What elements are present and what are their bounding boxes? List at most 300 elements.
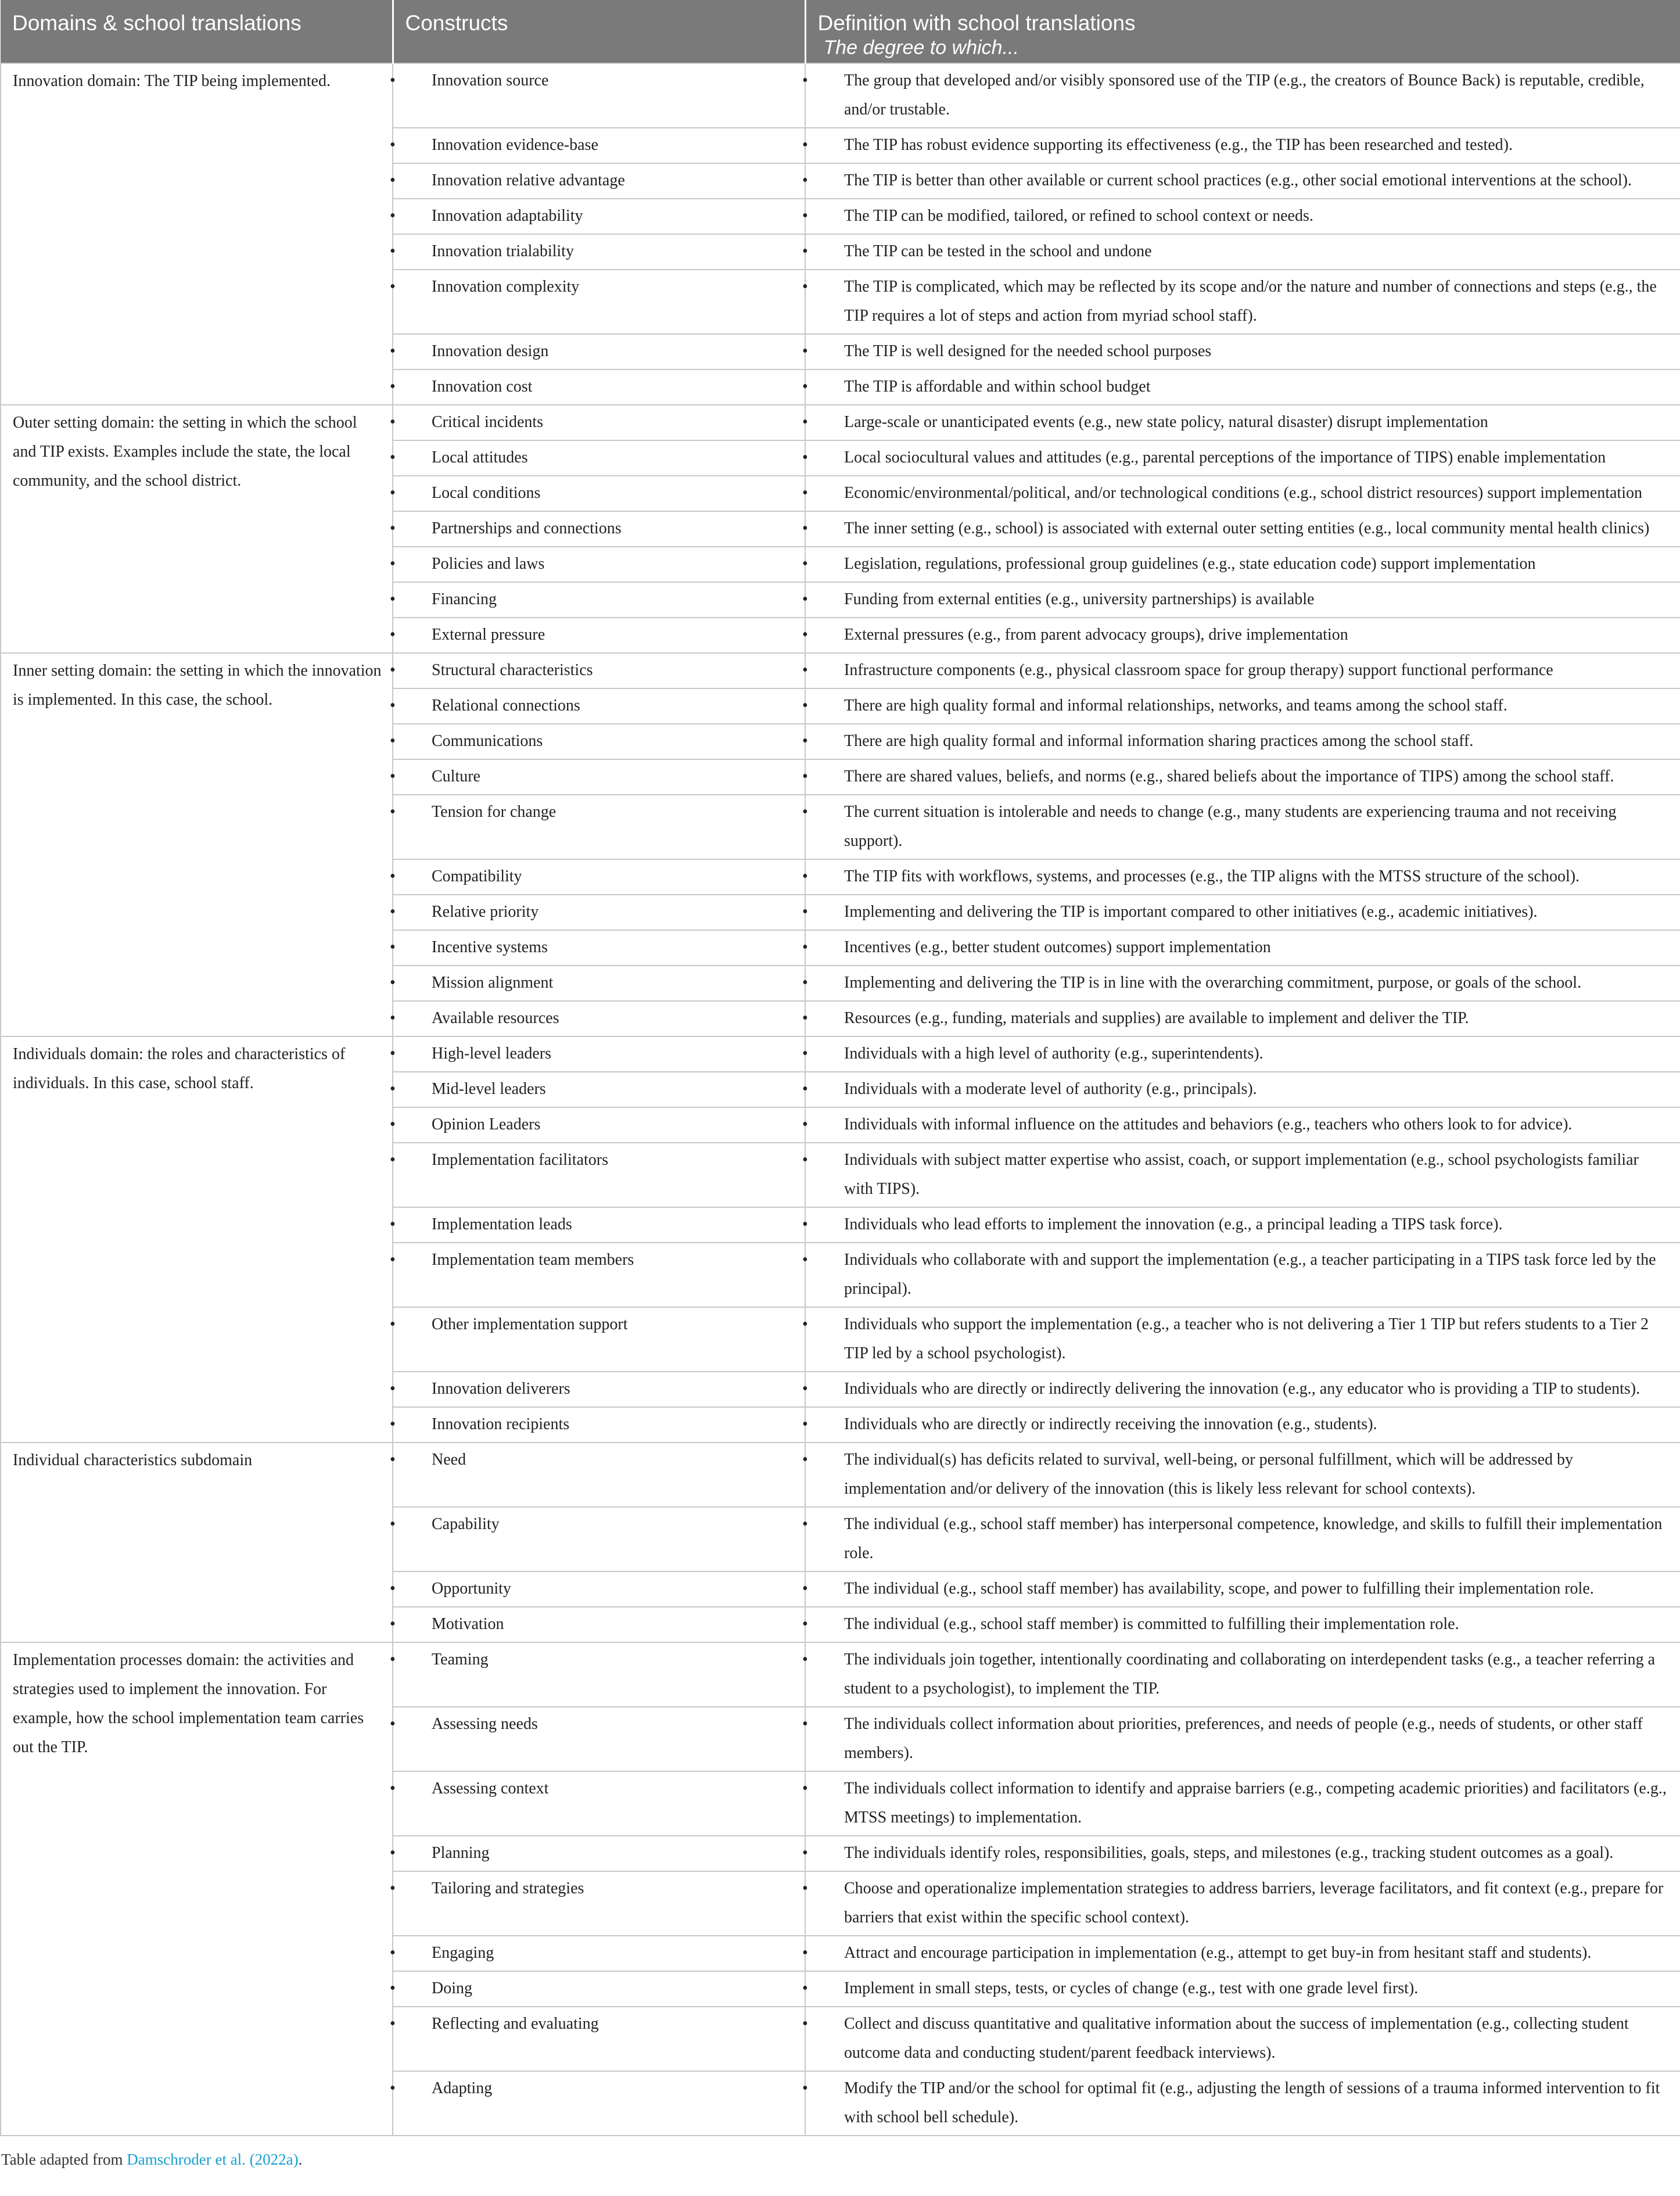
definition-text: The current situation is intolerable and needs to change (e.g., many students are experiencing trauma and not receiving support). [844,803,1617,850]
definition-cell [802,1507,1680,1571]
bullet-icon: • [802,1251,808,1269]
definition-cell [802,1001,1680,1036]
definition-cell [802,795,1680,859]
definition-cell [802,895,1680,930]
bullet-icon: • [390,1415,396,1433]
definition-cell [802,1143,1680,1207]
bullet-icon: • [390,590,396,608]
domain-cell: Individuals domain: the roles and characteristics of individuals. In this case, school staff. [1,1036,393,1443]
construct-label: Innovation design [432,342,549,360]
construct-item [390,166,794,195]
definition-text: Individuals who lead efforts to implement the innovation (e.g., a principal leading a TIPS task force). [844,1215,1503,1233]
bullet-icon: • [390,71,396,89]
bullet-icon: • [390,448,396,467]
bullet-icon: • [390,207,396,225]
bullet-icon: • [390,626,396,644]
header-definition-title: Definition with school translations [817,11,1136,35]
definition-cell [802,618,1680,653]
construct-label: Planning [432,1844,490,1862]
bullet-icon: • [802,242,808,260]
construct-cell [390,1971,805,2007]
bullet-icon: • [390,938,396,956]
definition-cell [802,966,1680,1001]
bullet-icon: • [802,1779,808,1797]
definition-text: The inner setting (e.g., school) is associated with external outer setting entities (e.g., local community mental health clinics) [844,519,1650,537]
definition-item [802,1004,1670,1033]
definition-item [802,1110,1670,1139]
construct-item [390,585,794,614]
construct-label: Local attitudes [432,448,528,467]
definition-item [802,1445,1670,1504]
bullet-icon: • [802,626,808,644]
bullet-icon: • [802,1380,808,1398]
definition-item [802,620,1670,650]
definition-cell [802,1107,1680,1143]
construct-cell [390,966,805,1001]
definition-text: Individuals with informal influence on the attitudes and behaviors (e.g., teachers who others look to for advice). [844,1115,1573,1133]
definition-item [802,656,1670,685]
definition-cell [802,724,1680,759]
definition-text: Individuals with a moderate level of authority (e.g., principals). [844,1080,1257,1098]
construct-item [390,1574,794,1603]
definition-cell [802,1443,1680,1507]
bullet-icon: • [390,555,396,573]
definition-cell [802,582,1680,618]
definition-text: The individual (e.g., school staff member) has interpersonal competence, knowledge, and skills to fulfill their implementation role. [844,1515,1663,1562]
footnote-citation-link[interactable]: Damschroder et al. (2022a) [127,2151,299,2168]
bullet-icon: • [390,1045,396,1063]
definition-text: The individual(s) has deficits related to survival, well-being, or personal fulfillment, which will be addressed by implementation and/or delivery of the innovation (this is likely less relevant for school contexts). [844,1451,1573,1498]
construct-item [390,514,794,543]
definition-text: Economic/environmental/political, and/or technological conditions (e.g., school district resources) support implementation [844,484,1642,502]
construct-label: Tension for change [432,803,557,821]
bullet-icon: • [802,207,808,225]
definition-text: The TIP fits with workflows, systems, and processes (e.g., the TIP aligns with the MTSS structure of the school). [844,867,1580,885]
definition-item [802,1075,1670,1104]
bullet-icon: • [802,1580,808,1598]
definition-item [802,898,1670,927]
definition-item [802,408,1670,437]
bullet-icon: • [390,732,396,750]
construct-cell [390,895,805,930]
footnote-prefix: Table adapted from [1,2151,127,2168]
definition-text: There are shared values, beliefs, and norms (e.g., shared beliefs about the importance of TIPS) among the school staff. [844,767,1614,785]
construct-cell [390,1707,805,1771]
definition-text: Collect and discuss quantitative and qualitative information about the success of implementation (e.g., collecting student outcome data and conducting student/parent feedback interviews). [844,2015,1629,2062]
bullet-icon: • [390,803,396,821]
bullet-icon: • [802,697,808,715]
definition-cell [802,334,1680,369]
bullet-icon: • [390,1080,396,1098]
construct-cell [390,369,805,405]
construct-label: Opportunity [432,1580,511,1598]
definition-item [802,479,1670,508]
bullet-icon: • [390,1779,396,1797]
bullet-icon: • [802,1879,808,1897]
bullet-icon: • [802,171,808,189]
construct-label: Implementation team members [432,1251,634,1269]
construct-item [390,691,794,720]
definition-cell [802,1072,1680,1107]
bullet-icon: • [390,661,396,679]
bullet-icon: • [390,278,396,296]
definition-item [802,968,1670,997]
construct-item [390,1510,794,1539]
table-footnote [0,2136,1680,2171]
construct-label: Policies and laws [432,555,545,573]
construct-item [390,727,794,756]
construct-cell [390,2007,805,2071]
bullet-icon: • [390,1515,396,1533]
construct-label: Innovation recipients [432,1415,570,1433]
definition-item [802,1574,1670,1603]
definition-item [802,1246,1670,1304]
construct-cell [390,1143,805,1207]
definition-cell [802,1707,1680,1771]
definition-cell [802,163,1680,199]
construct-cell [390,1036,805,1072]
construct-label: Implementation facilitators [432,1151,609,1169]
definition-cell [802,2007,1680,2071]
bullet-icon: • [802,1115,808,1133]
definition-cell [802,440,1680,476]
bullet-icon: • [802,1009,808,1027]
domain-cell: Individual characteristics subdomain [1,1443,393,1642]
bullet-icon: • [390,378,396,396]
bullet-icon: • [390,1009,396,1027]
definition-item [802,1874,1670,1932]
header-domains: Domains & school translations [1,0,393,63]
definition-text: The individuals join together, intentionally coordinating and collaborating on interdependent tasks (e.g., a teacher referring a student to a psychologist), to implement the TIP. [844,1650,1656,1698]
construct-label: Engaging [432,1944,494,1962]
definition-cell [802,476,1680,511]
construct-label: Other implementation support [432,1315,628,1333]
definition-item [802,131,1670,160]
definition-item [802,550,1670,579]
bullet-icon: • [802,413,808,431]
bullet-icon: • [802,342,808,360]
bullet-icon: • [390,767,396,785]
construct-label: Innovation adaptability [432,207,583,225]
construct-item [390,1110,794,1139]
definition-text: Incentives (e.g., better student outcomes) support implementation [844,938,1271,956]
construct-label: Need [432,1451,466,1469]
definition-item [802,166,1670,195]
definition-text: The TIP is better than other available or current school practices (e.g., other social emotional interventions at the school). [844,171,1632,189]
construct-label: Innovation trialability [432,242,574,260]
definition-text: Individuals who collaborate with and support the implementation (e.g., a teacher participating in a TIPS task force led by the principal). [844,1251,1656,1298]
bullet-icon: • [802,1215,808,1233]
bullet-icon: • [802,1415,808,1433]
bullet-icon: • [390,697,396,715]
construct-item [390,1210,794,1239]
definition-cell [802,1836,1680,1871]
construct-cell [390,1072,805,1107]
construct-item [390,898,794,927]
table-row [1,1443,1680,1507]
bullet-icon: • [390,1115,396,1133]
construct-cell [390,128,805,163]
construct-label: External pressure [432,626,545,644]
bullet-icon: • [802,1315,808,1333]
construct-item [390,2074,794,2103]
construct-cell [390,1571,805,1607]
definition-text: The TIP is affordable and within school budget [844,378,1151,396]
construct-cell [390,1407,805,1443]
construct-item [390,656,794,685]
definition-text: The individuals collect information to identify and appraise barriers (e.g., competing academic priorities) and facilitators (e.g., MTSS meetings) to implementation. [844,1779,1667,1827]
definition-cell [802,1642,1680,1707]
definition-cell [802,1243,1680,1307]
construct-label: Communications [432,732,543,750]
construct-label: Critical incidents [432,413,544,431]
construct-cell [390,1871,805,1936]
construct-label: Innovation complexity [432,278,580,296]
table-row [1,1642,1680,1707]
definition-item [802,1039,1670,1068]
construct-cell [390,1936,805,1971]
definition-cell [802,199,1680,234]
definition-text: Implementing and delivering the TIP is in line with the overarching commitment, purpose, or goals of the school. [844,974,1582,992]
table-row [1,1036,1680,1072]
construct-cell [390,930,805,966]
construct-cell [390,618,805,653]
construct-item [390,66,794,95]
construct-cell [390,2071,805,2136]
bullet-icon: • [390,413,396,431]
construct-label: Doing [432,1979,472,1997]
bullet-icon: • [390,519,396,537]
construct-item [390,372,794,401]
definition-item [802,762,1670,791]
construct-label: Innovation cost [432,378,533,396]
construct-cell [390,1001,805,1036]
construct-item [390,968,794,997]
definition-cell [802,1571,1680,1607]
definition-text: Implementing and delivering the TIP is important compared to other initiatives (e.g., academic initiatives). [844,903,1538,921]
bullet-icon: • [390,342,396,360]
definition-item [802,1774,1670,1832]
table-body [1,63,1680,2136]
construct-label: Innovation deliverers [432,1380,570,1398]
bullet-icon: • [390,1844,396,1862]
bullet-icon: • [802,136,808,154]
definition-cell [802,511,1680,547]
definition-text: There are high quality formal and informal relationships, networks, and teams among the school staff. [844,697,1507,715]
construct-cell [390,1771,805,1836]
construct-item [390,1039,794,1068]
definition-text: Individuals with subject matter expertise who assist, coach, or support implementation (e.g., school psychologists familiar with TIPS). [844,1151,1639,1198]
definition-cell [802,2071,1680,2136]
construct-label: Opinion Leaders [432,1115,541,1133]
definition-item [802,1645,1670,1703]
bullet-icon: • [802,278,808,296]
definition-text: Legislation, regulations, professional group guidelines (e.g., state education code) support implementation [844,555,1536,573]
bullet-icon: • [802,1615,808,1633]
bullet-icon: • [390,1979,396,1997]
definition-item [802,1310,1670,1368]
definition-item [802,514,1670,543]
construct-item [390,1004,794,1033]
construct-cell [390,1107,805,1143]
bullet-icon: • [390,2015,396,2033]
construct-label: Local conditions [432,484,541,502]
table-row [1,653,1680,688]
header-row [1,0,1680,63]
bullet-icon: • [390,171,396,189]
definition-text: The TIP is complicated, which may be reflected by its scope and/or the nature and number of connections and steps (e.g., the TIP requires a lot of steps and action from myriad school staff). [844,278,1657,325]
bullet-icon: • [390,1715,396,1733]
bullet-icon: • [390,2079,396,2097]
construct-item [390,1774,794,1803]
bullet-icon: • [390,974,396,992]
definition-cell [802,128,1680,163]
bullet-icon: • [390,484,396,502]
definition-cell [802,759,1680,795]
bullet-icon: • [802,903,808,921]
construct-cell [390,582,805,618]
construct-item [390,862,794,891]
construct-label: Mission alignment [432,974,554,992]
construct-item [390,131,794,160]
construct-item [390,1710,794,1739]
definition-cell [802,688,1680,724]
construct-item [390,202,794,231]
construct-cell [390,653,805,688]
construct-cell [390,1307,805,1372]
construct-item [390,762,794,791]
construct-item [390,1839,794,1868]
bullet-icon: • [802,1451,808,1469]
definition-cell [802,859,1680,895]
construct-item [390,1445,794,1474]
definition-item [802,727,1670,756]
bullet-icon: • [390,1380,396,1398]
construct-label: Partnerships and connections [432,519,622,537]
definition-cell [802,547,1680,582]
bullet-icon: • [802,1944,808,1962]
table-row [1,63,1680,128]
construct-cell [390,163,805,199]
definition-text: Individuals who are directly or indirectly receiving the innovation (e.g., students). [844,1415,1377,1433]
construct-item [390,1075,794,1104]
construct-cell [390,1443,805,1507]
header-definition [805,0,1680,63]
construct-label: Reflecting and evaluating [432,2015,599,2033]
definition-item [802,1375,1670,1404]
construct-label: Financing [432,590,497,608]
bullet-icon: • [802,484,808,502]
construct-label: Relational connections [432,697,580,715]
definition-item [802,2074,1670,2132]
definition-cell [802,1607,1680,1642]
definition-item [802,798,1670,856]
construct-cell [390,63,805,128]
definition-item [802,862,1670,891]
definition-item [802,237,1670,266]
definition-text: Choose and operationalize implementation strategies to address barriers, leverage facilitators, and fit context (e.g., prepare for barriers that exist within the specific school context). [844,1879,1664,1926]
construct-item [390,1310,794,1339]
definition-item [802,272,1670,331]
construct-cell [390,688,805,724]
construct-item [390,1146,794,1175]
construct-label: Assessing context [432,1779,549,1797]
construct-cell [390,724,805,759]
bullet-icon: • [390,1251,396,1269]
definition-text: There are high quality formal and informal information sharing practices among the school staff. [844,732,1474,750]
construct-item [390,443,794,472]
construct-cell [390,476,805,511]
definition-item [802,691,1670,720]
construct-cell [390,1836,805,1871]
construct-label: Innovation evidence-base [432,136,598,154]
bullet-icon: • [802,2015,808,2033]
definition-text: Individuals with a high level of authority (e.g., superintendents). [844,1045,1263,1063]
bullet-icon: • [802,661,808,679]
bullet-icon: • [390,903,396,921]
definition-text: The group that developed and/or visibly sponsored use of the TIP (e.g., the creators of Bounce Back) is reputable, credible, and/or trustable. [844,71,1645,119]
definition-cell [802,1936,1680,1971]
bullet-icon: • [802,1979,808,1997]
construct-item [390,933,794,962]
construct-item [390,550,794,579]
bullet-icon: • [390,1879,396,1897]
bullet-icon: • [802,555,808,573]
construct-label: Compatibility [432,867,522,885]
definition-cell [802,270,1680,334]
bullet-icon: • [802,938,808,956]
definition-item [802,443,1670,472]
bullet-icon: • [802,1650,808,1668]
definition-item [802,1839,1670,1868]
definition-text: The TIP can be modified, tailored, or refined to school context or needs. [844,207,1313,225]
definition-item [802,1210,1670,1239]
construct-cell [390,1207,805,1243]
bullet-icon: • [802,1715,808,1733]
bullet-icon: • [802,732,808,750]
definition-text: Individuals who support the implementation (e.g., a teacher who is not delivering a Tier 1 TIP but refers students to a Tier 2 TIP led by a school psychologist). [844,1315,1649,1362]
definition-cell [802,1407,1680,1443]
bullet-icon: • [802,2079,808,2097]
definition-item [802,372,1670,401]
construct-cell [390,1642,805,1707]
construct-item [390,1246,794,1275]
definition-cell [802,369,1680,405]
definition-text: The individuals identify roles, responsibilities, goals, steps, and milestones (e.g., tracking student outcomes as a goal). [844,1844,1614,1862]
bullet-icon: • [390,136,396,154]
definition-item [802,585,1670,614]
construct-cell [390,1372,805,1407]
definition-item [802,1610,1670,1639]
construct-item [390,408,794,437]
bullet-icon: • [390,1315,396,1333]
construct-label: Innovation source [432,71,549,89]
domain-cell: Inner setting domain: the setting in which the innovation is implemented. In this case, the school. [1,653,393,1036]
bullet-icon: • [390,1215,396,1233]
construct-label: Assessing needs [432,1715,538,1733]
construct-label: Relative priority [432,903,539,921]
definition-cell [802,234,1680,270]
bullet-icon: • [802,867,808,885]
header-constructs: Constructs [393,0,805,63]
definition-text: Attract and encourage participation in implementation (e.g., attempt to get buy-in from hesitant staff and students). [844,1944,1592,1962]
construct-cell [390,270,805,334]
construct-item [390,798,794,827]
bullet-icon: • [802,767,808,785]
definition-text: The individual (e.g., school staff member) is committed to fulfilling their implementation role. [844,1615,1459,1633]
construct-label: Motivation [432,1615,504,1633]
definition-text: Individuals who are directly or indirectly delivering the innovation (e.g., any educator who is providing a TIP to students). [844,1380,1640,1398]
